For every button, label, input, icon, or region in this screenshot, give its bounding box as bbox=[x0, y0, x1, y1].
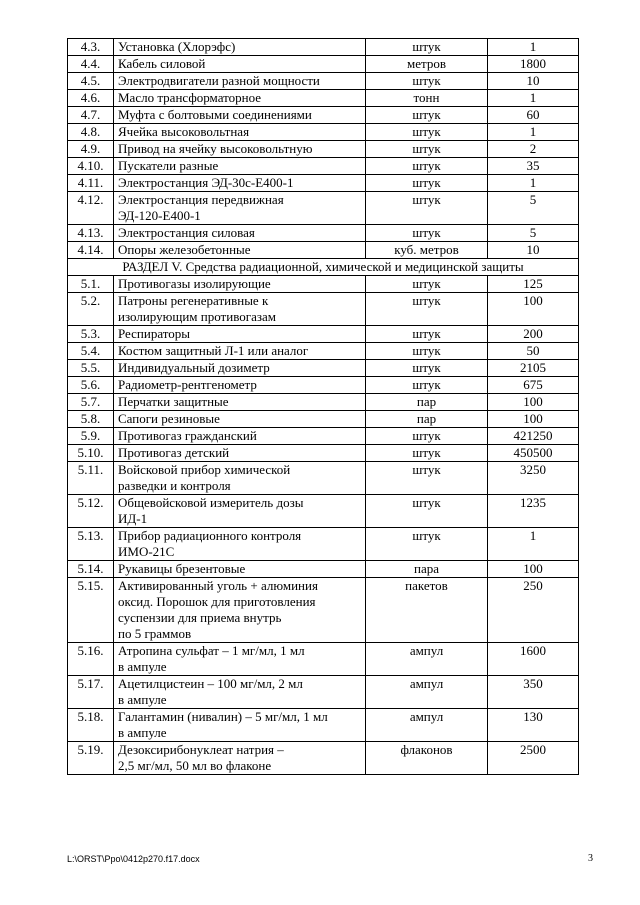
item-number: 5.9. bbox=[68, 428, 114, 445]
item-quantity: 1800 bbox=[488, 56, 579, 73]
item-name bbox=[114, 411, 366, 428]
item-quantity: 35 bbox=[488, 158, 579, 175]
equipment-table bbox=[67, 38, 579, 775]
table-row bbox=[68, 445, 579, 462]
table-row bbox=[68, 742, 579, 775]
item-unit: штук bbox=[366, 124, 488, 141]
item-unit: штук bbox=[366, 445, 488, 462]
table-row bbox=[68, 411, 579, 428]
item-number: 5.15. bbox=[68, 578, 114, 643]
item-quantity: 1600 bbox=[488, 643, 579, 676]
item-name-line: Противогазы изолирующие bbox=[118, 276, 271, 291]
item-name-line: Электростанция ЭД-30с-Е400-1 bbox=[118, 175, 294, 190]
item-name-line: разведки и контроля bbox=[118, 478, 231, 493]
item-name bbox=[114, 742, 366, 775]
item-name-line: Привод на ячейку высоковольтную bbox=[118, 141, 313, 156]
item-unit: штук bbox=[366, 326, 488, 343]
item-name bbox=[114, 326, 366, 343]
item-number: 5.10. bbox=[68, 445, 114, 462]
item-number: 4.5. bbox=[68, 73, 114, 90]
item-unit: пар bbox=[366, 394, 488, 411]
item-unit: штук bbox=[366, 192, 488, 225]
item-quantity: 5 bbox=[488, 192, 579, 225]
item-quantity: 10 bbox=[488, 242, 579, 259]
item-number: 5.8. bbox=[68, 411, 114, 428]
item-number: 5.14. bbox=[68, 561, 114, 578]
item-name-line: в ампуле bbox=[118, 725, 167, 740]
item-name bbox=[114, 293, 366, 326]
item-unit: штук bbox=[366, 428, 488, 445]
item-name-line: Противогаз детский bbox=[118, 445, 230, 460]
item-name-line: ИМО-21С bbox=[118, 544, 175, 559]
item-unit: штук bbox=[366, 276, 488, 293]
item-name bbox=[114, 676, 366, 709]
table-row bbox=[68, 73, 579, 90]
item-name bbox=[114, 141, 366, 158]
item-unit: штук bbox=[366, 377, 488, 394]
item-number: 5.19. bbox=[68, 742, 114, 775]
item-name bbox=[114, 56, 366, 73]
item-unit: метров bbox=[366, 56, 488, 73]
section-header-row bbox=[68, 259, 579, 276]
item-name bbox=[114, 107, 366, 124]
item-name bbox=[114, 124, 366, 141]
item-name bbox=[114, 39, 366, 56]
item-unit: штук bbox=[366, 528, 488, 561]
item-number: 5.7. bbox=[68, 394, 114, 411]
item-number: 5.1. bbox=[68, 276, 114, 293]
item-quantity: 200 bbox=[488, 326, 579, 343]
item-name-line: Электростанция передвижная bbox=[118, 192, 284, 207]
item-name-line: Радиометр-рентгенометр bbox=[118, 377, 257, 392]
item-name-line: Масло трансформаторное bbox=[118, 90, 262, 105]
item-name-line: Общевойсковой измеритель дозы bbox=[118, 495, 304, 510]
item-name-line: Ацетилцистеин – 100 мг/мл, 2 мл bbox=[118, 676, 303, 691]
table-row bbox=[68, 158, 579, 175]
item-number: 4.7. bbox=[68, 107, 114, 124]
item-number: 5.17. bbox=[68, 676, 114, 709]
item-name-line: ЭД-120-Е400-1 bbox=[118, 208, 201, 223]
item-name-line: Электродвигатели разной мощности bbox=[118, 73, 320, 88]
item-unit: штук bbox=[366, 73, 488, 90]
item-name-line: в ампуле bbox=[118, 659, 167, 674]
item-name-line: Сапоги резиновые bbox=[118, 411, 220, 426]
item-number: 5.11. bbox=[68, 462, 114, 495]
item-name-line: ИД-1 bbox=[118, 511, 148, 526]
item-name-line: Опоры железобетонные bbox=[118, 242, 251, 257]
item-name bbox=[114, 192, 366, 225]
item-name bbox=[114, 495, 366, 528]
item-name-line: Рукавицы брезентовые bbox=[118, 561, 246, 576]
table-row bbox=[68, 141, 579, 158]
item-name-line: Дезоксирибонуклеат натрия – bbox=[118, 742, 284, 757]
item-name bbox=[114, 528, 366, 561]
item-quantity: 100 bbox=[488, 394, 579, 411]
footer-page-number: 3 bbox=[588, 853, 593, 864]
item-quantity: 2 bbox=[488, 141, 579, 158]
item-name-line: оксид. Порошок для приготовления bbox=[118, 594, 316, 609]
item-unit: штук bbox=[366, 495, 488, 528]
item-quantity: 10 bbox=[488, 73, 579, 90]
table-row bbox=[68, 242, 579, 259]
table-row bbox=[68, 462, 579, 495]
item-quantity: 1 bbox=[488, 528, 579, 561]
item-unit: ампул bbox=[366, 676, 488, 709]
item-quantity: 250 bbox=[488, 578, 579, 643]
item-number: 5.12. bbox=[68, 495, 114, 528]
item-name bbox=[114, 709, 366, 742]
table-row bbox=[68, 676, 579, 709]
item-name bbox=[114, 462, 366, 495]
table-row bbox=[68, 343, 579, 360]
item-quantity: 1235 bbox=[488, 495, 579, 528]
item-name bbox=[114, 90, 366, 107]
item-number: 4.10. bbox=[68, 158, 114, 175]
item-quantity: 50 bbox=[488, 343, 579, 360]
item-quantity: 2105 bbox=[488, 360, 579, 377]
item-name-line: Активированный уголь + алюминия bbox=[118, 578, 318, 593]
item-quantity: 421250 bbox=[488, 428, 579, 445]
footer-file-path: L:\ORST\Ppo\0412p270.f17.docx bbox=[67, 854, 200, 864]
item-name-line: Галантамин (нивалин) – 5 мг/мл, 1 мл bbox=[118, 709, 328, 724]
section-header-group bbox=[68, 259, 579, 276]
item-name-line: Пускатели разные bbox=[118, 158, 219, 173]
table-row bbox=[68, 39, 579, 56]
table-row bbox=[68, 360, 579, 377]
item-quantity: 450500 bbox=[488, 445, 579, 462]
item-name-line: 2,5 мг/мл, 50 мл во флаконе bbox=[118, 758, 272, 773]
item-number: 4.6. bbox=[68, 90, 114, 107]
item-quantity: 3250 bbox=[488, 462, 579, 495]
table-row bbox=[68, 225, 579, 242]
item-number: 4.13. bbox=[68, 225, 114, 242]
item-name bbox=[114, 73, 366, 90]
item-unit: штук bbox=[366, 107, 488, 124]
item-name bbox=[114, 175, 366, 192]
item-number: 5.13. bbox=[68, 528, 114, 561]
item-number: 4.8. bbox=[68, 124, 114, 141]
item-number: 5.5. bbox=[68, 360, 114, 377]
item-number: 4.11. bbox=[68, 175, 114, 192]
item-name-line: Ячейка высоковольтная bbox=[118, 124, 250, 139]
table-row bbox=[68, 643, 579, 676]
item-name-line: Кабель силовой bbox=[118, 56, 206, 71]
item-name bbox=[114, 276, 366, 293]
item-name bbox=[114, 343, 366, 360]
item-unit: пар bbox=[366, 411, 488, 428]
item-unit: штук bbox=[366, 39, 488, 56]
item-name-line: изолирующим противогазам bbox=[118, 309, 276, 324]
item-unit: штук bbox=[366, 158, 488, 175]
table-row bbox=[68, 56, 579, 73]
table-row bbox=[68, 377, 579, 394]
item-unit: флаконов bbox=[366, 742, 488, 775]
item-name-line: Респираторы bbox=[118, 326, 191, 341]
item-name-line: Муфта с болтовыми соединениями bbox=[118, 107, 312, 122]
item-name-line: Атропина сульфат – 1 мг/мл, 1 мл bbox=[118, 643, 305, 658]
item-quantity: 130 bbox=[488, 709, 579, 742]
table-row bbox=[68, 428, 579, 445]
item-number: 4.14. bbox=[68, 242, 114, 259]
item-quantity: 1 bbox=[488, 39, 579, 56]
item-number: 5.6. bbox=[68, 377, 114, 394]
item-number: 4.3. bbox=[68, 39, 114, 56]
item-name bbox=[114, 445, 366, 462]
item-name bbox=[114, 158, 366, 175]
item-number: 4.12. bbox=[68, 192, 114, 225]
item-quantity: 1 bbox=[488, 175, 579, 192]
item-name-line: Противогаз гражданский bbox=[118, 428, 257, 443]
item-name bbox=[114, 360, 366, 377]
section-title: РАЗДЕЛ V. Средства радиационной, химической и медицинской защиты bbox=[68, 259, 579, 276]
item-unit: штук bbox=[366, 462, 488, 495]
item-unit: штук bbox=[366, 175, 488, 192]
item-quantity: 125 bbox=[488, 276, 579, 293]
table-row bbox=[68, 578, 579, 643]
table-row bbox=[68, 90, 579, 107]
item-unit: штук bbox=[366, 360, 488, 377]
item-name bbox=[114, 242, 366, 259]
item-name-line: Индивидуальный дозиметр bbox=[118, 360, 270, 375]
table-row bbox=[68, 192, 579, 225]
table-body-section-4 bbox=[68, 39, 579, 259]
item-quantity: 1 bbox=[488, 124, 579, 141]
item-name-line: по 5 граммов bbox=[118, 626, 192, 641]
item-quantity: 675 bbox=[488, 377, 579, 394]
table-row bbox=[68, 528, 579, 561]
table-row bbox=[68, 276, 579, 293]
item-name bbox=[114, 394, 366, 411]
item-name-line: в ампуле bbox=[118, 692, 167, 707]
item-unit: штук bbox=[366, 141, 488, 158]
item-number: 4.4. bbox=[68, 56, 114, 73]
item-number: 4.9. bbox=[68, 141, 114, 158]
table-row bbox=[68, 709, 579, 742]
table-row bbox=[68, 561, 579, 578]
item-unit: пара bbox=[366, 561, 488, 578]
item-name-line: Перчатки защитные bbox=[118, 394, 229, 409]
table-row bbox=[68, 326, 579, 343]
item-name-line: Патроны регенеративные к bbox=[118, 293, 269, 308]
table-row bbox=[68, 394, 579, 411]
item-name bbox=[114, 561, 366, 578]
item-quantity: 2500 bbox=[488, 742, 579, 775]
item-number: 5.2. bbox=[68, 293, 114, 326]
item-quantity: 100 bbox=[488, 561, 579, 578]
item-name bbox=[114, 428, 366, 445]
table-row bbox=[68, 124, 579, 141]
item-quantity: 5 bbox=[488, 225, 579, 242]
item-number: 5.16. bbox=[68, 643, 114, 676]
item-number: 5.4. bbox=[68, 343, 114, 360]
item-unit: ампул bbox=[366, 643, 488, 676]
item-quantity: 350 bbox=[488, 676, 579, 709]
table-row bbox=[68, 495, 579, 528]
item-name-line: Установка (Хлорэфс) bbox=[118, 39, 236, 54]
item-unit: пакетов bbox=[366, 578, 488, 643]
item-name-line: суспензии для приема внутрь bbox=[118, 610, 282, 625]
item-unit: штук bbox=[366, 225, 488, 242]
item-name bbox=[114, 377, 366, 394]
item-name bbox=[114, 578, 366, 643]
item-number: 5.3. bbox=[68, 326, 114, 343]
table-body-section-5 bbox=[68, 276, 579, 775]
item-name-line: Войсковой прибор химической bbox=[118, 462, 291, 477]
item-quantity: 60 bbox=[488, 107, 579, 124]
table-row bbox=[68, 293, 579, 326]
item-unit: ампул bbox=[366, 709, 488, 742]
item-quantity: 1 bbox=[488, 90, 579, 107]
item-quantity: 100 bbox=[488, 411, 579, 428]
item-unit: куб. метров bbox=[366, 242, 488, 259]
table-row bbox=[68, 107, 579, 124]
table-row bbox=[68, 175, 579, 192]
item-quantity: 100 bbox=[488, 293, 579, 326]
item-name bbox=[114, 643, 366, 676]
item-unit: тонн bbox=[366, 90, 488, 107]
item-name-line: Прибор радиационного контроля bbox=[118, 528, 302, 543]
item-name bbox=[114, 225, 366, 242]
item-number: 5.18. bbox=[68, 709, 114, 742]
item-unit: штук bbox=[366, 293, 488, 326]
item-name-line: Костюм защитный Л-1 или аналог bbox=[118, 343, 309, 358]
item-name-line: Электростанция силовая bbox=[118, 225, 255, 240]
item-unit: штук bbox=[366, 343, 488, 360]
